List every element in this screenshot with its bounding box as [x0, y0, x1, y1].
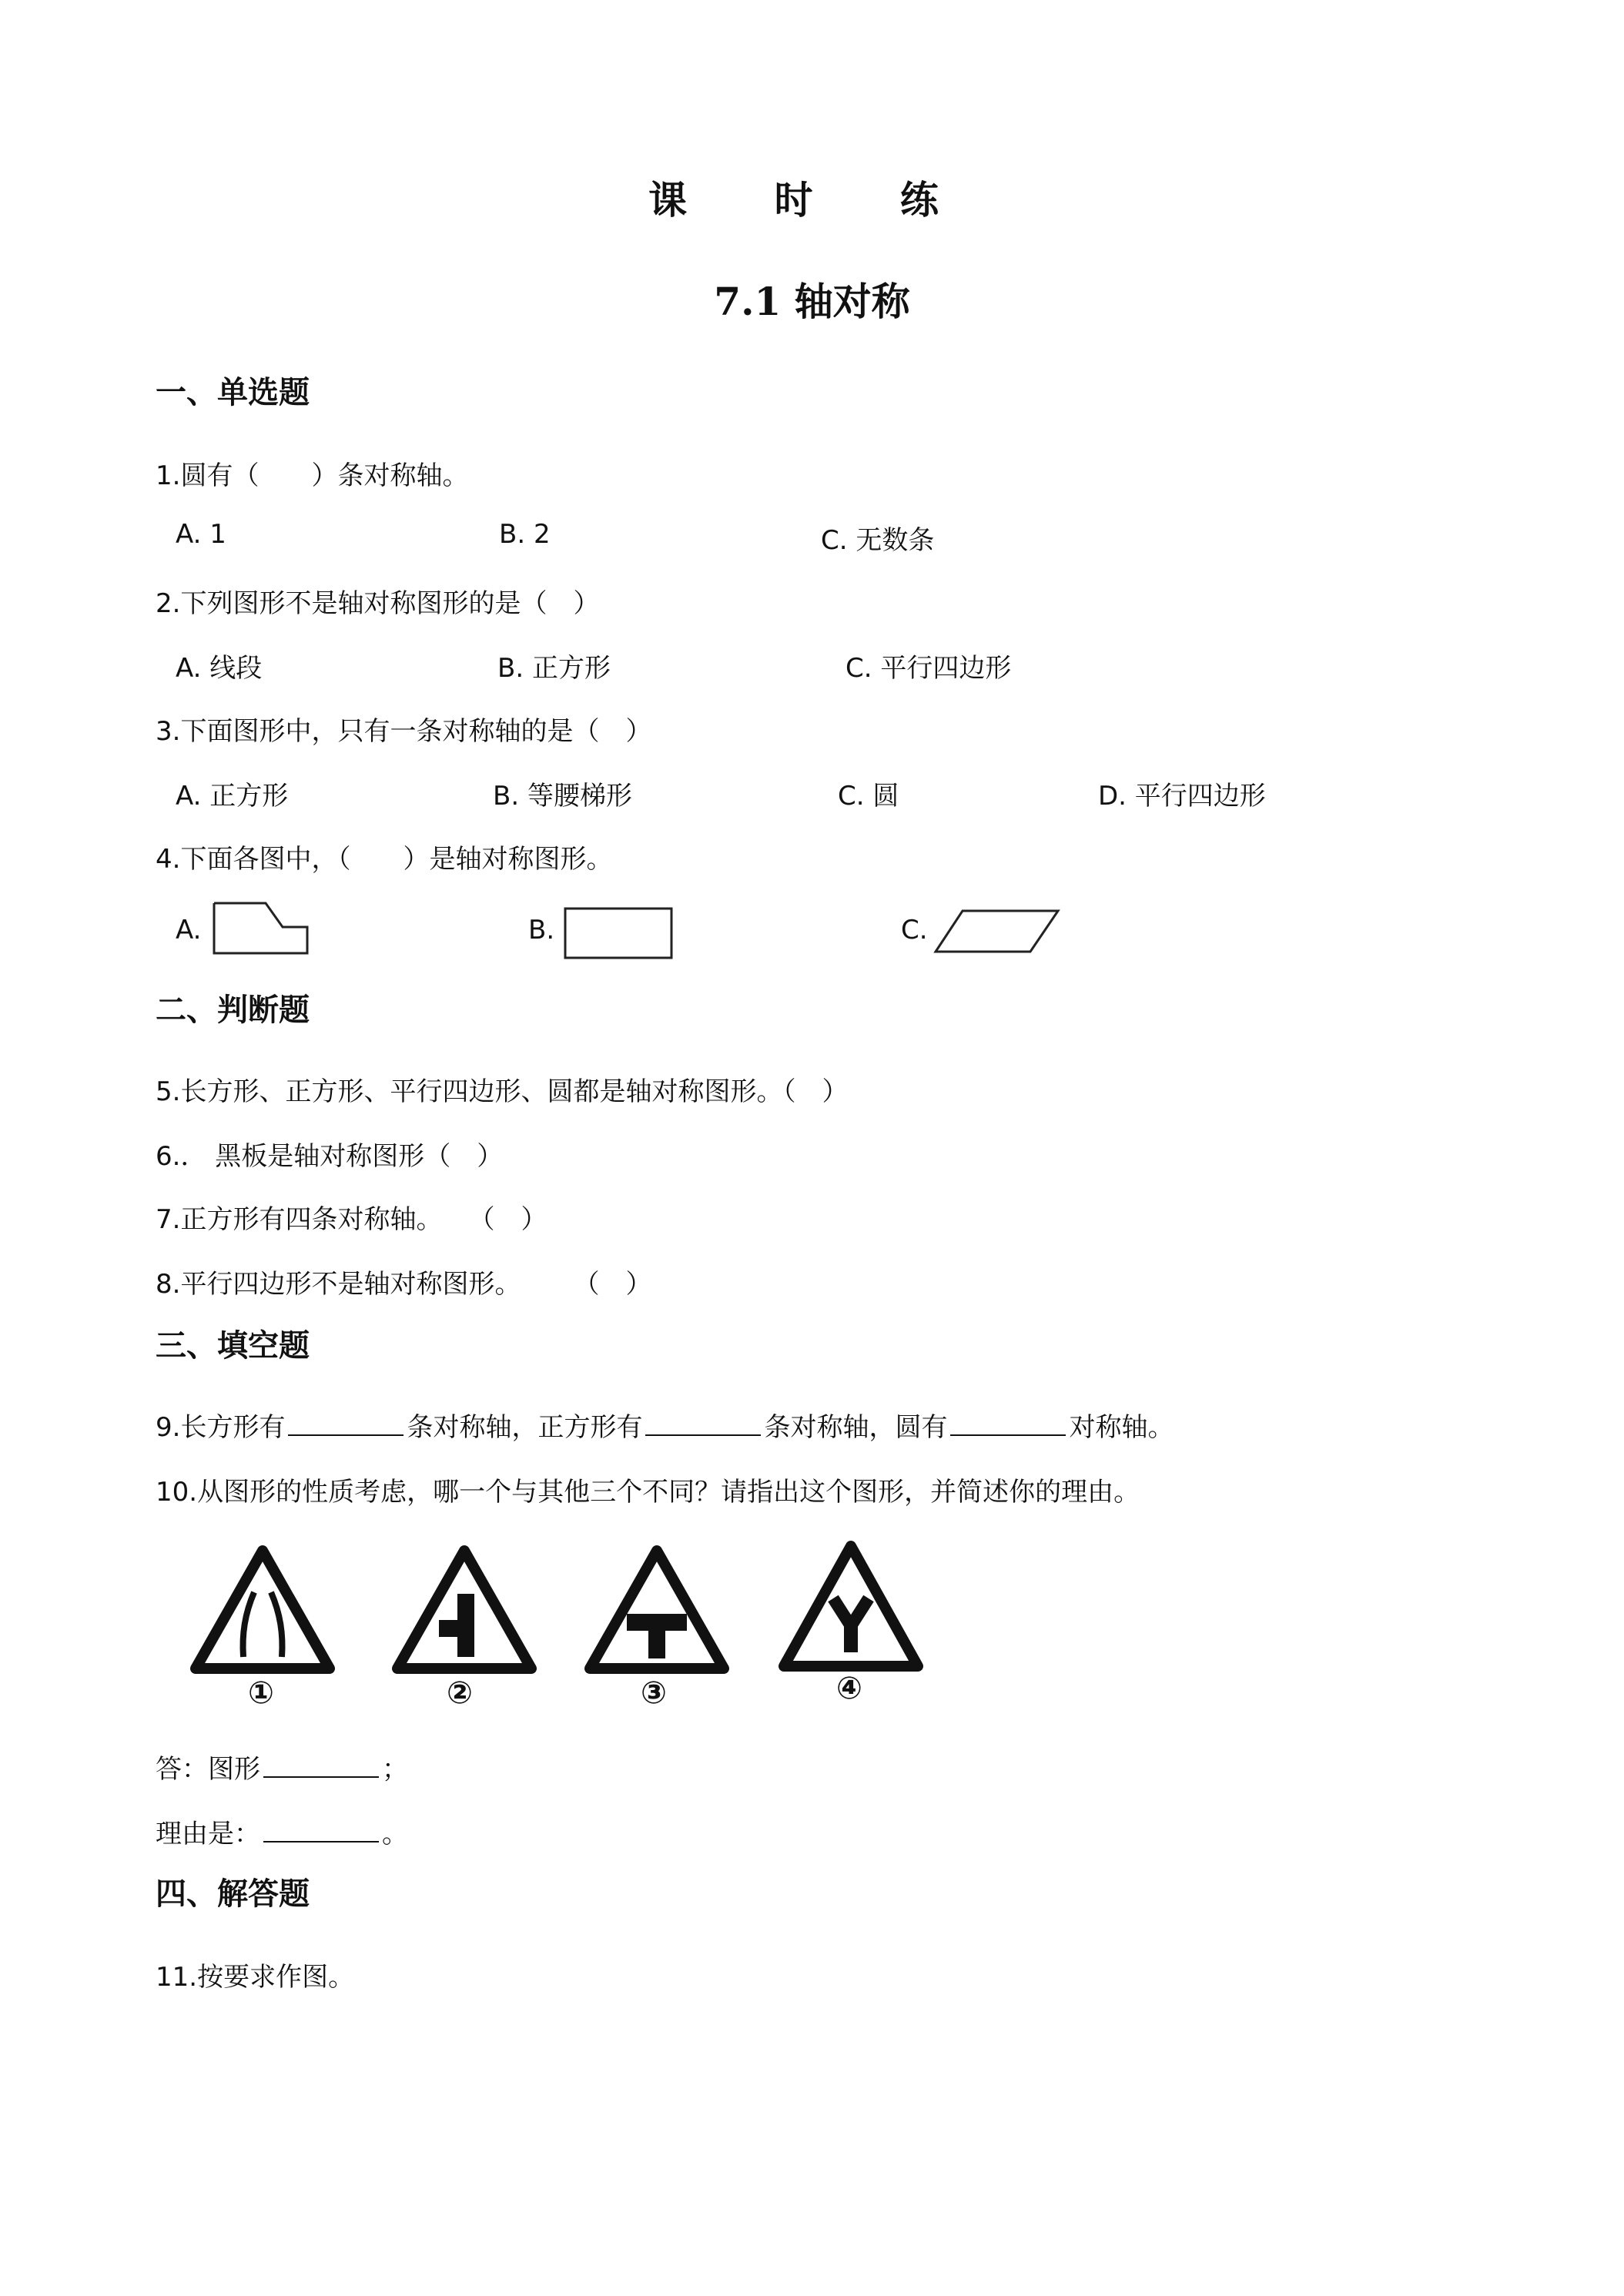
- question-4: 4.下面各图中，（ ）是轴对称图形。: [156, 844, 613, 875]
- road-sign-4-y-junction-icon: [778, 1537, 924, 1674]
- q10-answer-prefix: 答：图形: [156, 1754, 260, 1785]
- q1-option-c[interactable]: C. 无数条: [821, 525, 935, 556]
- q9-text-3: 条对称轴，圆有: [764, 1412, 948, 1443]
- q10-reason-prefix: 理由是：: [156, 1819, 260, 1849]
- question-5: 5.长方形、正方形、平行四边形、圆都是轴对称图形。（ ）: [156, 1076, 849, 1107]
- road-sign-3-t-junction-icon: [584, 1543, 730, 1674]
- q1-option-b[interactable]: B. 2: [499, 519, 551, 550]
- q4-shape-b-rectangle: [564, 907, 673, 961]
- q3-option-a[interactable]: A. 正方形: [176, 781, 289, 812]
- q3-option-b[interactable]: B. 等腰梯形: [493, 781, 632, 812]
- q9-blank-1[interactable]: [288, 1434, 403, 1436]
- section-fill-blank: 三、填空题: [156, 1328, 310, 1364]
- q10-answer-blank[interactable]: [263, 1776, 379, 1778]
- question-6: 6.． 黑板是轴对称图形（ ）: [156, 1141, 504, 1172]
- q4-option-a[interactable]: A.: [176, 915, 202, 946]
- q10-answer-suffix: ；: [382, 1754, 408, 1785]
- section-solve: 四、解答题: [156, 1876, 310, 1912]
- q4-shape-a-notched-rectangle: [212, 901, 312, 956]
- q10-reason-suffix: 。: [382, 1819, 408, 1849]
- q3-option-c[interactable]: C. 圆: [838, 781, 899, 812]
- sign-number-3: ③: [641, 1675, 667, 1711]
- lesson-title: 7.1 轴对称: [714, 279, 910, 324]
- q4-option-b[interactable]: B.: [528, 915, 555, 946]
- q9-text-4: 对称轴。: [1069, 1412, 1174, 1443]
- sign-number-2: ②: [447, 1675, 473, 1711]
- q4-option-c[interactable]: C.: [901, 915, 928, 946]
- question-8: 8.平行四边形不是轴对称图形。 （ ）: [156, 1269, 652, 1300]
- question-11: 11.按要求作图。: [156, 1962, 355, 1993]
- q1-option-a[interactable]: A. 1: [176, 519, 226, 550]
- question-10: 10.从图形的性质考虑，哪一个与其他三个不同？请指出这个图形，并简述你的理由。: [156, 1477, 1140, 1508]
- question-2: 2.下列图形不是轴对称图形的是（ ）: [156, 588, 600, 619]
- sign-number-1: ①: [248, 1675, 274, 1711]
- question-9: [156, 1406, 1174, 1444]
- q9-blank-3[interactable]: [950, 1434, 1066, 1436]
- question-7: 7.正方形有四条对称轴。 （ ）: [156, 1204, 547, 1235]
- road-sign-2-side-road-icon: [391, 1543, 537, 1674]
- q9-blank-2[interactable]: [645, 1434, 761, 1436]
- q10-reason-line: [156, 1812, 408, 1850]
- road-sign-1-narrowing-icon: [189, 1543, 336, 1674]
- section-single-choice: 一、单选题: [156, 375, 310, 410]
- q9-text-2: 条对称轴，正方形有: [407, 1412, 643, 1443]
- question-1: 1.圆有（ ）条对称轴。: [156, 460, 469, 491]
- q9-text-1: 9.长方形有: [156, 1412, 286, 1443]
- q2-option-c[interactable]: C. 平行四边形: [845, 653, 1012, 684]
- q10-reason-blank[interactable]: [263, 1840, 379, 1842]
- q2-option-a[interactable]: A. 线段: [176, 653, 263, 684]
- q4-shape-c-parallelogram: [933, 909, 1061, 955]
- q10-answer-line: [156, 1748, 408, 1786]
- sign-number-4: ④: [836, 1671, 862, 1706]
- q3-option-d[interactable]: D. 平行四边形: [1098, 781, 1266, 812]
- q2-option-b[interactable]: B. 正方形: [497, 653, 611, 684]
- question-3: 3.下面图形中，只有一条对称轴的是（ ）: [156, 716, 652, 747]
- page-title: 课 时 练: [648, 177, 976, 223]
- section-true-false: 二、判断题: [156, 992, 310, 1028]
